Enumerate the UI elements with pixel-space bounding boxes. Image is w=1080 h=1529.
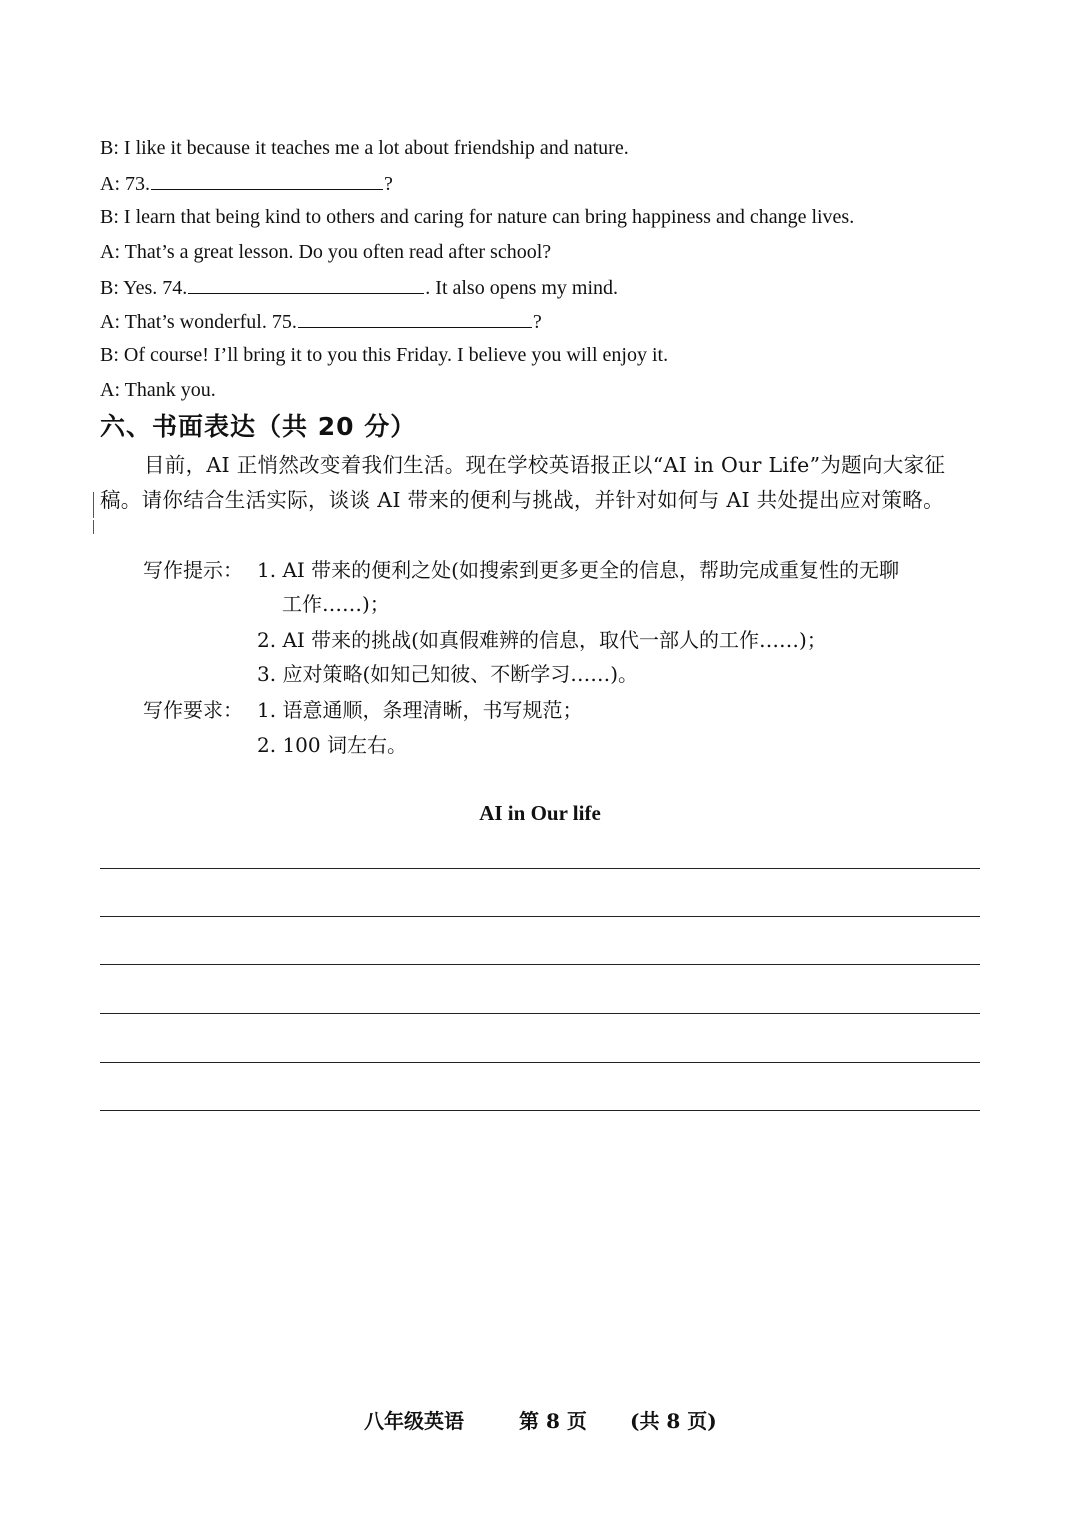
- requirement-item: 1. 语意通顺，条理清晰，书写规范；: [257, 698, 583, 722]
- dialogue-line: [100, 240, 551, 264]
- writing-line[interactable]: [100, 1062, 980, 1063]
- answer-blank-74[interactable]: [188, 275, 424, 294]
- tip-item-continued: 工作……)；: [282, 592, 390, 616]
- tip-item: 3. 应对策略(如知己知彼、不断学习……)。: [257, 662, 639, 686]
- speaker-label: B:: [100, 206, 119, 228]
- speaker-label: B:: [100, 344, 119, 366]
- speaker-label: B:: [100, 137, 119, 159]
- margin-mark: [93, 520, 94, 534]
- dialogue-text: Yes. 74.: [123, 277, 188, 299]
- tip-item: 1. AI 带来的便利之处(如搜索到更多更全的信息，帮助完成重复性的无聊: [257, 558, 899, 582]
- answer-blank-75[interactable]: [298, 309, 532, 328]
- margin-mark: [93, 492, 94, 518]
- requirements-label: 写作要求：: [143, 698, 243, 722]
- speaker-label: A:: [100, 311, 120, 333]
- speaker-label: A:: [100, 173, 120, 195]
- dialogue-line: [100, 275, 618, 300]
- speaker-label: B:: [100, 277, 119, 299]
- writing-line[interactable]: [100, 1013, 980, 1014]
- dialogue-text: I learn that being kind to others and caring for nature can bring happiness and change lives.: [123, 206, 855, 228]
- dialogue-line: [100, 205, 854, 229]
- speaker-label: A:: [100, 241, 120, 263]
- writing-prompt: 目前，AI 正悄然改变着我们生活。现在学校英语报正以“AI in Our Life”为题向大家征稿。请你结合生活实际，谈谈 AI 带来的便利与挑战，并针对如何与 AI 共处提出应对策略。: [100, 453, 946, 512]
- answer-blank-73[interactable]: [151, 171, 383, 190]
- dialogue-text: Thank you.: [124, 379, 216, 401]
- dialogue-text: . It also opens my mind.: [425, 277, 619, 299]
- writing-line[interactable]: [100, 916, 980, 917]
- essay-title: AI in Our life: [479, 801, 601, 825]
- footer-page-number: 第 8 页: [519, 1409, 587, 1433]
- writing-line[interactable]: [100, 868, 980, 869]
- dialogue-line: [100, 343, 668, 367]
- requirement-item: 2. 100 词左右。: [257, 733, 407, 757]
- writing-line[interactable]: [100, 964, 980, 965]
- footer-subject: 八年级英语: [364, 1409, 464, 1433]
- tip-item: 2. AI 带来的挑战(如真假难辨的信息，取代一部人的工作……)；: [257, 628, 827, 652]
- dialogue-text: That’s wonderful. 75.: [124, 311, 297, 333]
- dialogue-text: 73.: [125, 173, 150, 195]
- dialogue-line: [100, 171, 393, 196]
- dialogue-text: ?: [384, 173, 393, 195]
- writing-line[interactable]: [100, 1110, 980, 1111]
- footer-page-total: (共 8 页): [630, 1409, 717, 1433]
- tips-label: 写作提示：: [143, 558, 243, 582]
- dialogue-text: I like it because it teaches me a lot about friendship and nature.: [123, 137, 629, 159]
- dialogue-text: ?: [532, 311, 542, 333]
- dialogue-line: [100, 378, 216, 402]
- section-title: 六、书面表达（共 20 分）: [100, 412, 417, 441]
- dialogue-text: Of course! I’ll bring it to you this Friday. I believe you will enjoy it.: [123, 344, 669, 366]
- dialogue-text: That’s a great lesson. Do you often read after school?: [124, 241, 552, 263]
- dialogue-line: [100, 136, 629, 160]
- speaker-label: A:: [100, 379, 120, 401]
- dialogue-line: [100, 309, 542, 334]
